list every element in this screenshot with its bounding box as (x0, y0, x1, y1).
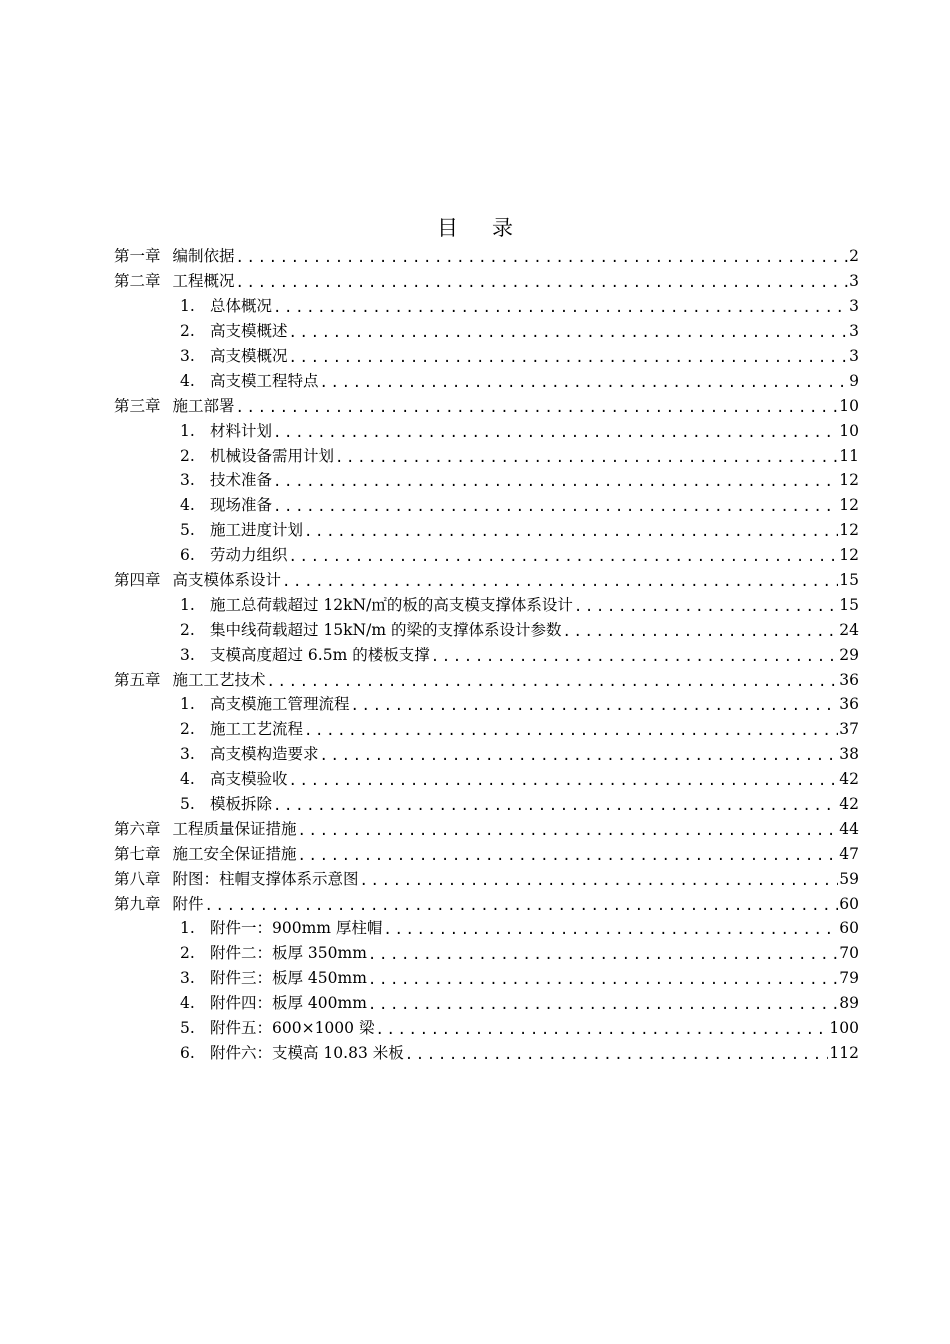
toc-entry-title: 高支模验收 (210, 770, 288, 789)
toc-entry-title: 材料计划 (210, 421, 273, 440)
toc-entry-label (114, 817, 297, 841)
toc-page-number: 37 (839, 720, 859, 739)
toc-chapter-number: 第一章 (114, 247, 161, 266)
toc-section-number: 5. (180, 521, 195, 540)
toc-chapter-number: 第五章 (114, 670, 161, 689)
toc-section-number: 1. (180, 695, 195, 714)
toc-chapter-entry[interactable] (0, 866, 950, 891)
toc-entry-label (180, 369, 319, 393)
toc-entry-label (114, 867, 359, 891)
toc-section-entry[interactable] (0, 368, 950, 393)
toc-section-entry[interactable] (0, 294, 950, 319)
toc-page-number: 3 (849, 272, 859, 291)
toc-chapter-entry[interactable] (0, 269, 950, 294)
toc-section-number: 3. (180, 347, 195, 365)
toc-entry-title: 工程概况 (172, 272, 235, 291)
toc-entry-label (180, 1041, 404, 1065)
toc-list (0, 244, 950, 1065)
toc-page-number: 59 (839, 869, 859, 888)
toc-page-number: 36 (839, 695, 859, 714)
toc-entry-label (114, 244, 235, 268)
toc-page-number: 15 (839, 571, 859, 590)
toc-section-entry[interactable] (0, 493, 950, 518)
toc-page-number: 3 (849, 347, 859, 365)
toc-section-entry[interactable] (0, 418, 950, 443)
toc-page-number: 15 (839, 595, 859, 614)
toc-entry-label (180, 966, 367, 990)
toc-entry-title: 高支模体系设计 (172, 571, 282, 590)
toc-page-number: 47 (839, 844, 859, 863)
toc-entry-title: 附件六：支模高 10.83 米板 (210, 1043, 404, 1062)
toc-page-number: 11 (839, 446, 859, 465)
toc-section-entry[interactable] (0, 319, 950, 344)
toc-title (0, 214, 950, 242)
dot-leader (320, 744, 839, 768)
toc-section-entry[interactable] (0, 941, 950, 966)
toc-chapter-entry[interactable] (0, 667, 950, 692)
dot-leader (368, 943, 838, 967)
toc-entry-title: 施工进度计划 (210, 521, 304, 540)
dot-leader (562, 620, 838, 644)
toc-entry-title: 附图：柱帽支撑体系示意图 (172, 869, 359, 888)
toc-section-number: 2. (180, 446, 195, 465)
dot-leader (205, 894, 839, 918)
toc-page-number: 36 (839, 670, 859, 689)
toc-entry-label (180, 593, 573, 617)
toc-entry-label (180, 468, 272, 492)
toc-section-number: 5. (180, 795, 195, 814)
toc-section-entry[interactable] (0, 792, 950, 817)
toc-section-number: 1. (180, 595, 195, 614)
toc-section-entry[interactable] (0, 1016, 950, 1041)
dot-leader (368, 993, 838, 1017)
toc-entry-label (114, 568, 281, 592)
dot-leader (368, 968, 838, 992)
toc-section-entry[interactable] (0, 468, 950, 493)
toc-section-number: 3. (180, 969, 195, 988)
toc-entry-label (180, 493, 272, 517)
toc-section-number: 6. (180, 546, 195, 565)
dot-leader (289, 346, 849, 370)
dot-leader (273, 495, 838, 519)
toc-section-number: 2. (180, 322, 195, 341)
toc-page-number: 9 (849, 371, 859, 390)
toc-page-number: 89 (839, 994, 859, 1013)
toc-entry-label (180, 444, 334, 468)
toc-entry-label (180, 717, 303, 741)
dot-leader (431, 645, 839, 669)
toc-entry-label (180, 344, 288, 368)
toc-entry-label (180, 294, 272, 318)
toc-chapter-entry[interactable] (0, 891, 950, 916)
toc-entry-label (180, 518, 303, 542)
toc-entry-label (180, 543, 288, 567)
toc-entry-title: 支模高度超过 6.5m 的楼板支撑 (210, 645, 430, 664)
toc-chapter-number: 第八章 (114, 869, 161, 888)
toc-entry-title: 高支模概述 (210, 322, 288, 341)
toc-page-number: 2 (849, 247, 859, 266)
toc-entry-title: 高支模构造要求 (210, 745, 319, 764)
toc-entry-title: 施工总荷载超过 12kN/㎡的板的高支模支撑体系设计 (210, 595, 573, 614)
dot-leader (375, 1018, 828, 1042)
dot-leader (405, 1043, 829, 1067)
toc-page-number: 29 (839, 645, 859, 664)
toc-section-entry[interactable] (0, 692, 950, 717)
dot-leader (574, 595, 838, 619)
toc-page-number: 42 (839, 795, 859, 814)
dot-leader (289, 769, 839, 793)
toc-chapter-entry[interactable] (0, 841, 950, 866)
dot-leader (273, 421, 838, 445)
toc-entry-title: 编制依据 (172, 247, 235, 266)
toc-entry-title: 高支模概况 (210, 347, 288, 365)
toc-entry-title: 附件二：板厚 350mm (210, 944, 367, 963)
dot-leader (298, 844, 839, 868)
toc-section-number: 2. (180, 620, 195, 639)
toc-page-number: 38 (839, 745, 859, 764)
toc-section-entry[interactable] (0, 742, 950, 767)
dot-leader (383, 918, 838, 942)
toc-title-part2: 录 (492, 216, 513, 240)
toc-page-number: 100 (829, 1019, 859, 1038)
toc-entry-label (180, 991, 367, 1015)
toc-section-number: 4. (180, 371, 195, 390)
toc-entry-label (180, 916, 382, 940)
toc-entry-label (180, 643, 430, 667)
dot-leader (304, 719, 838, 743)
toc-section-number: 4. (180, 770, 195, 789)
toc-section-number: 3. (180, 745, 195, 764)
toc-page-number: 79 (839, 969, 859, 988)
dot-leader (236, 396, 839, 420)
toc-page-number: 70 (839, 944, 859, 963)
toc-section-number: 4. (180, 496, 195, 515)
toc-section-entry[interactable] (0, 543, 950, 568)
toc-entry-title: 技术准备 (210, 471, 273, 490)
dot-leader (335, 446, 838, 470)
toc-chapter-number: 第三章 (114, 396, 161, 415)
toc-entry-label (114, 269, 235, 293)
toc-entry-title: 施工工艺技术 (172, 670, 266, 689)
toc-page-number: 112 (829, 1043, 859, 1062)
dot-leader (236, 246, 849, 270)
toc-entry-label (180, 618, 561, 642)
toc-chapter-entry[interactable] (0, 568, 950, 593)
toc-section-entry[interactable] (0, 717, 950, 742)
toc-entry-title: 附件一：900mm 厚柱帽 (210, 919, 383, 938)
dot-leader (351, 694, 839, 718)
dot-leader (273, 470, 838, 494)
toc-page-number: 12 (839, 471, 859, 490)
toc-page-number: 42 (839, 770, 859, 789)
toc-chapter-entry[interactable] (0, 244, 950, 269)
toc-section-number: 1. (180, 421, 195, 440)
toc-entry-title: 工程质量保证措施 (172, 819, 297, 838)
toc-section-number: 3. (180, 471, 195, 490)
toc-section-number: 1. (180, 919, 195, 938)
toc-entry-title: 劳动力组织 (210, 546, 288, 565)
dot-leader (320, 371, 849, 395)
toc-entry-label (114, 394, 235, 418)
toc-chapter-entry[interactable] (0, 816, 950, 841)
toc-page-number: 12 (839, 521, 859, 540)
toc-section-entry[interactable] (0, 617, 950, 642)
toc-entry-label (114, 892, 204, 916)
toc-entry-title: 机械设备需用计划 (210, 446, 335, 465)
toc-entry-title: 附件三：板厚 450mm (210, 969, 367, 988)
toc-entry-label (180, 1016, 374, 1040)
toc-chapter-number: 第九章 (114, 894, 161, 913)
toc-chapter-number: 第二章 (114, 272, 161, 291)
toc-page-number: 60 (839, 919, 859, 938)
toc-section-entry[interactable] (0, 767, 950, 792)
toc-section-entry[interactable] (0, 344, 950, 369)
toc-entry-title: 附件四：板厚 400mm (210, 994, 367, 1013)
dot-leader (282, 570, 838, 594)
toc-section-number: 6. (180, 1043, 195, 1062)
toc-section-entry[interactable] (0, 443, 950, 468)
toc-entry-label (114, 842, 297, 866)
dot-leader (273, 296, 848, 320)
toc-entry-label (114, 668, 266, 692)
toc-section-entry[interactable] (0, 592, 950, 617)
toc-entry-title: 模板拆除 (210, 795, 273, 814)
toc-title-part1: 目 (437, 216, 458, 240)
toc-section-entry[interactable] (0, 966, 950, 991)
toc-section-entry[interactable] (0, 518, 950, 543)
toc-section-number: 1. (180, 297, 195, 316)
toc-page-number: 60 (839, 894, 859, 913)
toc-section-entry[interactable] (0, 916, 950, 941)
toc-entry-title: 总体概况 (210, 297, 273, 316)
toc-entry-title: 附件 (172, 894, 204, 913)
toc-entry-title: 集中线荷载超过 15kN/m 的梁的支撑体系设计参数 (210, 620, 562, 639)
toc-section-number: 3. (180, 645, 195, 664)
toc-entry-title: 附件五：600×1000 梁 (210, 1019, 375, 1038)
toc-chapter-number: 第六章 (114, 819, 161, 838)
toc-entry-title: 现场准备 (210, 496, 273, 515)
toc-entry-title: 高支模施工管理流程 (210, 695, 350, 714)
toc-page-number: 10 (839, 396, 859, 415)
toc-section-number: 2. (180, 944, 195, 963)
dot-leader (289, 545, 839, 569)
toc-entry-label (180, 792, 272, 816)
dot-leader (267, 670, 839, 694)
toc-chapter-entry[interactable] (0, 393, 950, 418)
dot-leader (360, 869, 839, 893)
toc-section-entry[interactable] (0, 991, 950, 1016)
toc-entry-label (180, 692, 350, 716)
toc-entry-title: 施工工艺流程 (210, 720, 304, 739)
dot-leader (273, 794, 838, 818)
toc-section-number: 2. (180, 720, 195, 739)
toc-entry-label (180, 419, 272, 443)
toc-page-number: 44 (839, 819, 859, 838)
toc-section-entry[interactable] (0, 1041, 950, 1066)
toc-chapter-number: 第七章 (114, 844, 161, 863)
toc-page-number: 24 (839, 620, 859, 639)
toc-entry-label (180, 742, 319, 766)
dot-leader (236, 271, 849, 295)
dot-leader (298, 819, 839, 843)
toc-entry-title: 施工安全保证措施 (172, 844, 297, 863)
dot-leader (289, 321, 849, 345)
toc-section-number: 4. (180, 994, 195, 1013)
toc-entry-title: 高支模工程特点 (210, 371, 319, 390)
toc-page-number: 10 (839, 421, 859, 440)
toc-page-number: 3 (849, 322, 859, 341)
dot-leader (304, 520, 838, 544)
toc-entry-label (180, 319, 288, 343)
toc-entry-title: 施工部署 (172, 396, 235, 415)
toc-page-number: 12 (839, 546, 859, 565)
toc-entry-label (180, 941, 367, 965)
toc-section-number: 5. (180, 1019, 195, 1038)
toc-page-number: 3 (849, 297, 859, 316)
toc-page-number: 12 (839, 496, 859, 515)
toc-chapter-number: 第四章 (114, 571, 161, 590)
toc-entry-label (180, 767, 288, 791)
toc-section-entry[interactable] (0, 642, 950, 667)
